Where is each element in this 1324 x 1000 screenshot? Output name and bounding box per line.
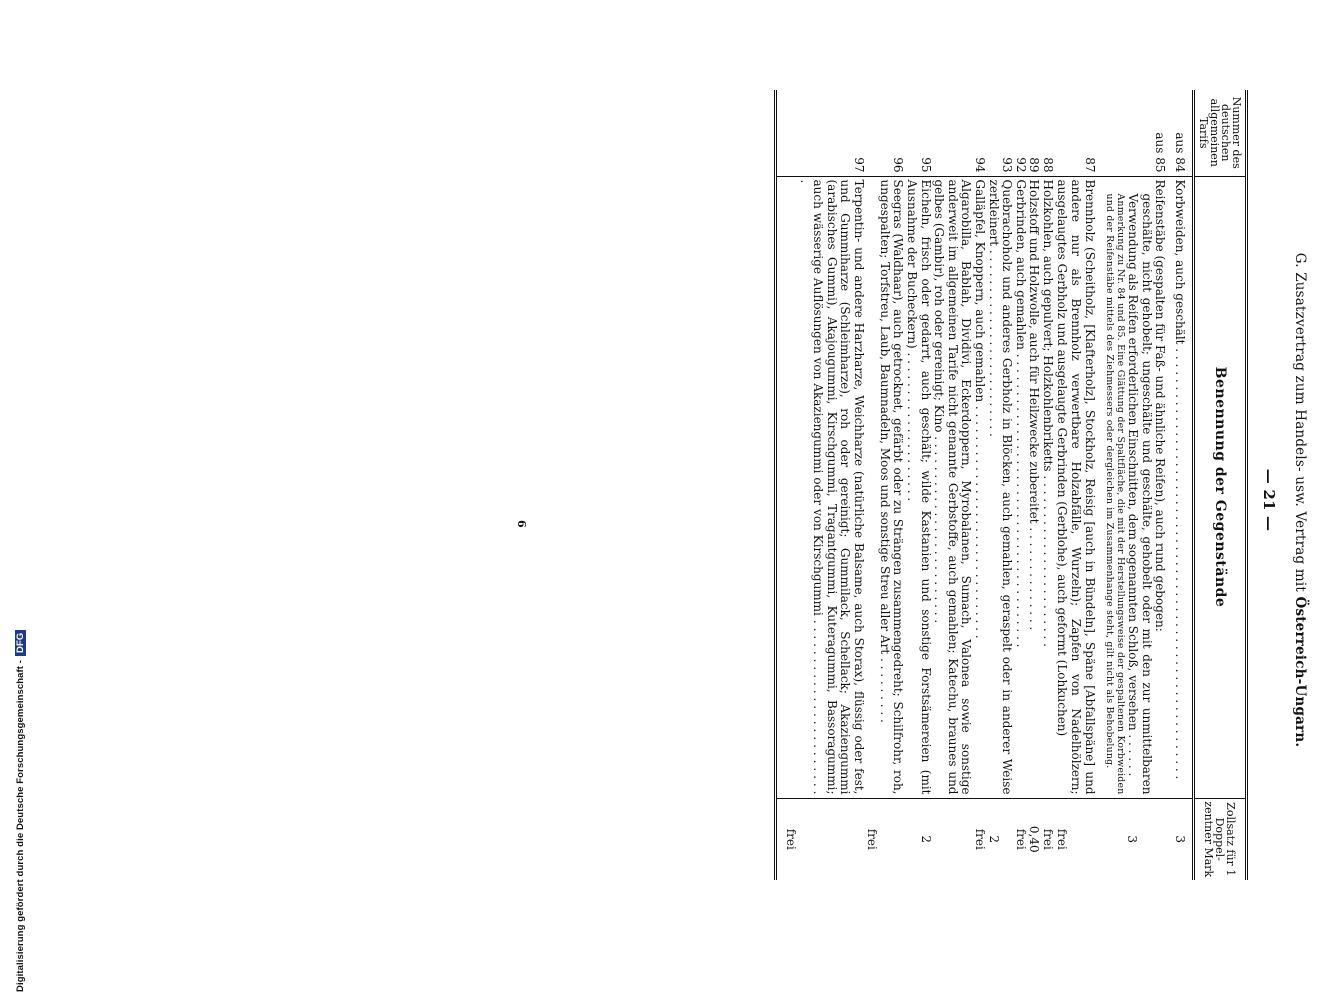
table-row xyxy=(1104,90,1173,880)
page-title xyxy=(1292,0,1308,1000)
duty-rate: 2 xyxy=(918,835,933,844)
table-row xyxy=(1054,90,1104,880)
duty-rate: frei xyxy=(1041,828,1056,850)
description-line: Quebrachoholz und anderes Gerbholz in Blöcken, auch gemahlen, geraspelt oder in anderer Weise zerkleinert . . . . . . . . . . . . . . . . . . . . . . . . . xyxy=(986,179,1015,795)
description-line: Reifenstäbe (gespalten für Faß- und ähnliche Reifen), auch rund gebogen: xyxy=(1153,179,1168,632)
tariff-number: aus 85 xyxy=(1153,132,1168,173)
duty-rate: frei xyxy=(973,828,988,850)
footer-text: Digitalisierung gefördert durch die Deutsche Forschungsgemeinschaft - xyxy=(15,659,26,992)
rate-value: frei xyxy=(865,828,880,850)
title-country: Österreich-Ungarn. xyxy=(1292,596,1308,748)
tariff-number: 87 xyxy=(1082,157,1097,173)
tariff-number: 92 xyxy=(1013,157,1028,173)
page-number: — 21 — xyxy=(1260,468,1278,532)
item-description xyxy=(1013,176,1027,798)
description-line: Gerbrinden, auch gemahlen . . . . . . . . . . . . . . . . . . . . . . . . . . . . . . . . . . . . . . . xyxy=(1013,179,1028,648)
description-line: Eicheln, frisch oder gedarrt, auch geschält; wilde Kastanien und sonstige Forstsämereien (mit Ausnahme der Bucheckern) . . . . . . . . . . . . . . . . . . . . xyxy=(905,179,933,795)
description-line: Brennholz (Scheitholz, [Klafterholz], Stockholz, Reisig [auch in Bündeln], Späne [Abfallspäne] und andere nur als Brennholz verwertbare Holzabfälle, Wurzeln); Zapfen von Nadelhölzern; ausgelaugtes Gerbholz und ausgelaugte Gerbrinden (Gerblohe), auch geformt (Lohkuchen) xyxy=(1055,179,1097,795)
table-header-row xyxy=(1194,90,1247,880)
tariff-number: 95 xyxy=(918,157,933,173)
duty-rate xyxy=(1054,798,1104,880)
description-line: Holzstoff und Holzwolle, auch für Heilzwecke zubereitet . . . . . . . . . . . . . . xyxy=(1027,179,1042,631)
duty-rate xyxy=(1104,798,1173,880)
description-line: Algarobilla, Bablah, Dividivi, Eckerdoppern, Myrobalanen, Sumach, Valonea sowie sonstige anderweit im allgemeinen Tarife nicht genannte Gerbstoffe, auch gemahlen; Katechu, braunes und gelbes (Gambir), roh oder gereinigt; Kino . . . . . . . . . . . . . . . . . . . . . . . . . xyxy=(932,179,974,795)
dfg-logo: DFG xyxy=(15,630,26,656)
tariff-number: 97 xyxy=(776,90,865,176)
rate-value: frei xyxy=(1054,828,1069,850)
table-row xyxy=(986,90,1013,880)
duty-rate xyxy=(986,798,1013,880)
column-header-description: Benennung der Gegenstände xyxy=(1194,176,1247,798)
duty-rate: 0,40 xyxy=(1027,825,1042,853)
rate-value: 3 xyxy=(1125,835,1140,844)
item-description xyxy=(905,176,932,798)
tariff-number xyxy=(932,90,973,176)
item-description xyxy=(1027,176,1041,798)
item-description xyxy=(1172,176,1193,798)
item-description xyxy=(865,176,905,798)
item-description xyxy=(972,176,986,798)
table-row xyxy=(1027,90,1041,880)
rate-value: frei xyxy=(783,828,798,850)
printer-signature: 6 xyxy=(515,520,528,528)
tariff-number: 96 xyxy=(891,157,906,173)
column-header-number: Nummer des deutschen allgemeinen Tarifs xyxy=(1194,90,1247,176)
item-description xyxy=(932,176,973,798)
tariff-number: 94 xyxy=(973,157,988,173)
description-line: Korbweiden, auch geschält . . . . . . . . . . . . . . . . . . . . . . . . . . . . . . . . . . . . . . . . . . . . . . . . . . . . . . . . . xyxy=(1173,179,1187,780)
tariff-number: 93 xyxy=(1000,157,1015,173)
item-description xyxy=(1040,176,1054,798)
table-row xyxy=(865,90,905,880)
description-line: Seegras (Waldhaar), auch getrocknet, gefärbt oder zu Strängen zusammengedreht; Schilfrohr, roh, ungespalten; Torfstreu, Laub, Baumnadeln, Moos und sonstige Streu aller Art . . . . . . . . . xyxy=(877,179,906,795)
item-description xyxy=(1104,176,1173,798)
table-row xyxy=(972,90,986,880)
duty-rate xyxy=(932,798,973,880)
tariff-table xyxy=(774,90,1248,880)
table-row xyxy=(776,90,865,880)
description-line: Holzkohlen, auch gepulvert; Holzkohlenbriketts . . . . . . . . . . . . . . . . . . . . . . . xyxy=(1041,179,1056,647)
description-subline: geschälte, nicht gehobelt; ungeschälte und geschälte, gehobelt oder mit den zur unmittelbaren Verwendung als Reifen erforderlichen Einschnitten, dem sogenannten Schloß, versehen . . . . . . xyxy=(1126,193,1154,795)
title-prefix: G. Zusatzvertrag zum Handels- usw. Vertrag mit xyxy=(1292,252,1308,592)
tariff-number: 88 xyxy=(1041,157,1056,173)
table-row xyxy=(1013,90,1027,880)
column-header-rate: Zollsatz für 1 Doppel-zentner Mark xyxy=(1194,798,1247,880)
item-description xyxy=(1054,176,1104,798)
digitization-footer xyxy=(15,630,26,992)
item-description xyxy=(986,176,1013,798)
tariff-number: 89 xyxy=(1027,157,1042,173)
duty-rate: frei xyxy=(1013,828,1028,850)
duty-rate: 3 xyxy=(1173,835,1187,844)
table-row xyxy=(1172,90,1193,880)
item-description xyxy=(776,176,865,798)
rate-value: 2 xyxy=(987,835,1002,844)
duty-rate xyxy=(865,798,905,880)
description-line: Galläpfel, Knoppern, auch gemahlen . . . . . . . . . . . . . . . . . . . . . . . . . . . . . . . xyxy=(973,179,988,639)
annotation-note: Anmerkung zu Nr. 84 und 85. Eine Glättung der Spaltfläche, die mit der Herstellungsweise der gespaltenen Korbweiden und der Reifenstäbe mittels des Ziehmessers oder dergleichen im Zusammenhange steht, gilt nicht als Behobelung. xyxy=(1103,193,1126,795)
table-row xyxy=(1040,90,1054,880)
duty-rate xyxy=(776,798,865,880)
description-line: Terpentin- und andere Harzharze, Weichharze (natürliche Balsame, auch Storax), flüssig oder fest, und Gummiharze (Schleimharze), roh oder gereinigt; Gummilack, Schellack; Akaziengummi (arabisches Gummi), Akajougummi, Kirschgummi, Tragantgummi, Kuteragummi, Bassoragummi; auch wässerige Auflösungen von Akaziengummi oder von Kirschgummi . . . . . . . . . . . . . . . . . . . . . . . . xyxy=(797,179,866,795)
table-row xyxy=(932,90,973,880)
table-row xyxy=(905,90,932,880)
tariff-number: aus 84 xyxy=(1173,132,1187,173)
